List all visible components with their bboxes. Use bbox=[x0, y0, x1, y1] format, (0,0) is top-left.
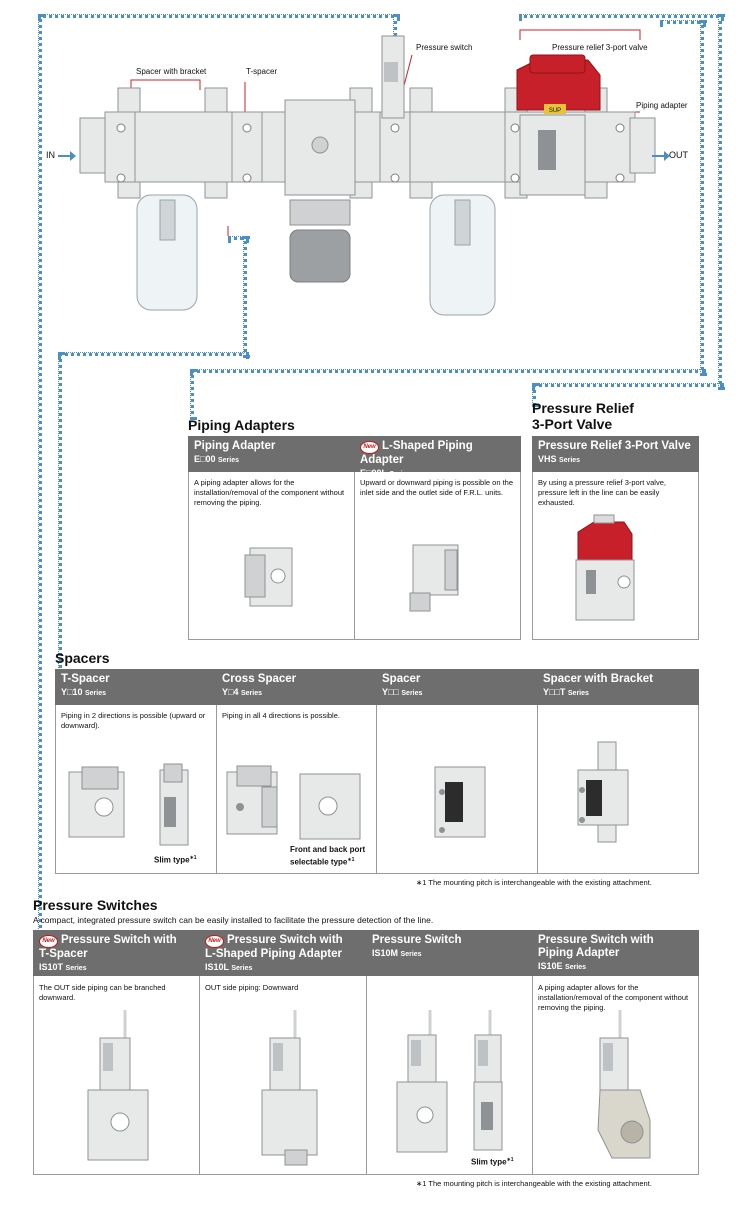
ps-mark: ∗1 bbox=[506, 1157, 514, 1163]
spacer-image bbox=[430, 762, 490, 842]
spacer-header bbox=[376, 669, 538, 705]
cross-spacer-caption-line1: Front and back port bbox=[290, 845, 366, 854]
t-spacer-header bbox=[55, 669, 217, 705]
ps-t-spacer-name2: T-Spacer bbox=[39, 948, 88, 960]
frl-diagram bbox=[0, 0, 745, 400]
t-spacer-caption-text: Slim type bbox=[154, 855, 190, 865]
pressure-relief-series: VHS bbox=[538, 454, 557, 464]
ps-l-shaped-desc: OUT side piping: Downward bbox=[205, 983, 299, 992]
pressure-relief-desc: By using a pressure relief 3-port valve, pressure left in the line can be easily exhausted. bbox=[538, 478, 666, 507]
series-word: Series bbox=[559, 457, 581, 464]
t-spacer-name: T-Spacer bbox=[61, 673, 110, 685]
pressure-relief-image bbox=[566, 512, 646, 627]
label-t-spacer: T-spacer bbox=[246, 67, 278, 76]
t-spacer-series: Y□10 bbox=[61, 687, 83, 697]
pressure-switches-intro: A compact, integrated pressure switch can be easily installed to facilitate the pressure detection of the line. bbox=[33, 915, 434, 925]
cross-spacer-series: Y□4 bbox=[222, 687, 239, 697]
pressure-relief-title-line1: Pressure Relief bbox=[532, 400, 634, 416]
pressure-switch-images bbox=[0, 1010, 745, 1170]
piping-adapter-series: E□00 bbox=[194, 454, 216, 464]
ps-series: IS10M bbox=[372, 948, 399, 958]
pressure-relief-name: Pressure Relief 3-Port Valve bbox=[538, 440, 691, 452]
label-out: OUT bbox=[669, 150, 688, 160]
cross-spacer-desc: Piping in all 4 directions is possible. bbox=[222, 711, 340, 720]
piping-adapter-image bbox=[240, 540, 300, 615]
cross-spacer-name: Cross Spacer bbox=[222, 673, 297, 685]
new-badge: New bbox=[205, 935, 224, 948]
ps-image bbox=[397, 1010, 502, 1152]
ps-l-shaped-header bbox=[199, 930, 367, 976]
spacer-series: Y□□ bbox=[382, 687, 399, 697]
cross-spacer-mark: ∗1 bbox=[347, 857, 355, 863]
piping-adapter-name: Piping Adapter bbox=[194, 440, 276, 452]
ps-t-spacer-desc: The OUT side piping can be branched downward. bbox=[39, 983, 166, 1002]
cross-spacer-caption bbox=[290, 845, 365, 868]
ps-piping-adapter-name1: Pressure Switch with bbox=[538, 934, 654, 946]
ps-header bbox=[366, 930, 533, 976]
ps-l-shaped-series: IS10L bbox=[205, 962, 229, 972]
label-pressure-switch: Pressure switch bbox=[416, 43, 473, 52]
cross-spacer-image bbox=[222, 762, 372, 847]
series-word: Series bbox=[565, 964, 587, 971]
series-word: Series bbox=[400, 951, 422, 958]
spacers-title: Spacers bbox=[55, 650, 110, 666]
spacer-with-bracket-image bbox=[570, 740, 640, 845]
ps-l-shaped-name2: L-Shaped Piping Adapter bbox=[205, 948, 342, 960]
l-shaped-piping-adapter-series: E□00L bbox=[360, 468, 387, 478]
cross-spacer-caption-line2: selectable type bbox=[290, 857, 348, 867]
pressure-switches-footnote: ∗1 The mounting pitch is interchangeable with the existing attachment. bbox=[416, 1179, 652, 1188]
ps-piping-adapter-name2: Piping Adapter bbox=[538, 947, 620, 959]
spacer-with-bracket-header bbox=[537, 669, 699, 705]
series-word: Series bbox=[240, 690, 262, 697]
t-spacer-mark: ∗1 bbox=[189, 855, 197, 861]
spacer-with-bracket-name: Spacer with Bracket bbox=[543, 673, 653, 685]
l-shaped-piping-adapter-image bbox=[405, 535, 465, 615]
pressure-relief-header bbox=[532, 436, 699, 472]
ps-t-spacer-header bbox=[33, 930, 200, 976]
series-word: Series bbox=[217, 457, 239, 464]
new-badge: New bbox=[360, 441, 379, 454]
label-spacer-with-bracket: Spacer with bracket bbox=[136, 67, 207, 76]
ps-piping-adapter-header bbox=[532, 930, 699, 976]
ps-l-shaped-name1: Pressure Switch with bbox=[227, 934, 343, 946]
ps-name1: Pressure Switch bbox=[372, 934, 462, 946]
ps-t-spacer-series: IS10T bbox=[39, 962, 64, 972]
connector-line-spacer bbox=[58, 352, 62, 676]
ps-l-shaped-image bbox=[262, 1010, 317, 1165]
l-shaped-piping-adapter-name: L-Shaped Piping Adapter bbox=[360, 440, 473, 466]
l-shaped-piping-adapter-desc: Upward or downward piping is possible on the inlet side and the outlet side of F.R.L. units. bbox=[360, 478, 514, 497]
ps-t-spacer-name1: Pressure Switch with bbox=[61, 934, 177, 946]
series-word: Series bbox=[65, 965, 87, 972]
piping-adapter-desc: A piping adapter allows for the installation/removal of the component without removing the piping. bbox=[194, 478, 345, 507]
pressure-relief-title bbox=[532, 400, 634, 432]
ps-piping-adapter-series: IS10E bbox=[538, 961, 563, 971]
spacer-name: Spacer bbox=[382, 673, 421, 685]
l-shaped-piping-adapter-header bbox=[354, 436, 521, 478]
spacers-footnote: ∗1 The mounting pitch is interchangeable with the existing attachment. bbox=[416, 878, 652, 887]
spacer-with-bracket-series: Y□□T bbox=[543, 687, 566, 697]
pressure-switches-title: Pressure Switches bbox=[33, 897, 158, 913]
series-word: Series bbox=[401, 690, 423, 697]
ps-caption-text: Slim type bbox=[471, 1157, 507, 1167]
label-in: IN bbox=[46, 150, 55, 160]
pressure-relief-title-line2: 3-Port Valve bbox=[532, 416, 613, 432]
cross-spacer-header bbox=[216, 669, 377, 705]
sup-label: SUP bbox=[548, 108, 562, 114]
piping-adapter-header bbox=[188, 436, 355, 472]
t-spacer-desc: Piping in 2 directions is possible (upward or downward). bbox=[61, 711, 206, 730]
t-spacer-caption bbox=[154, 855, 197, 865]
piping-adapters-title: Piping Adapters bbox=[188, 417, 295, 433]
t-spacer-image bbox=[64, 762, 214, 852]
label-pressure-relief: Pressure relief 3-port valve bbox=[552, 43, 648, 52]
series-word: Series bbox=[567, 690, 589, 697]
series-word: Series bbox=[231, 965, 253, 972]
ps-t-spacer-image bbox=[88, 1010, 148, 1160]
new-badge: New bbox=[39, 935, 58, 948]
series-word: Series bbox=[389, 471, 411, 478]
series-word: Series bbox=[84, 690, 106, 697]
ps-piping-adapter-image bbox=[598, 1010, 650, 1158]
label-piping-adapter: Piping adapter bbox=[636, 101, 688, 110]
frl-unit-illustration bbox=[0, 0, 745, 400]
ps-piping-adapter-desc: A piping adapter allows for the installation/removal of the component without removing the piping. bbox=[538, 983, 689, 1012]
